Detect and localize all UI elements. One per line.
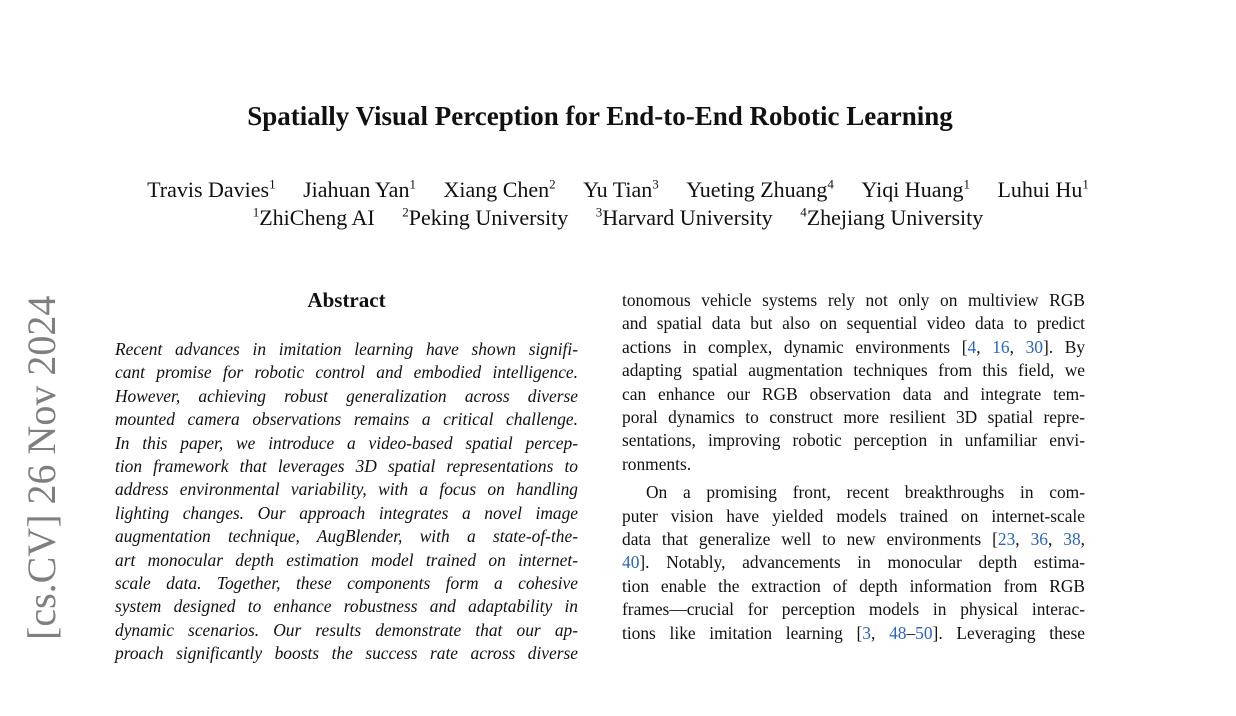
body-line: 40]. Notably, advancements in monocular depth estima- xyxy=(622,552,1085,573)
body-line: tions like imitation learning [3, 48–50]. Leveraging these xyxy=(622,622,1086,643)
author: Travis Davies$^1$ xyxy=(147,176,276,202)
affiliation: $^3$Harvard University xyxy=(595,204,773,230)
body-line: tonomous vehicle systems rely not only on multiview RGB xyxy=(622,290,1085,310)
author-list xyxy=(0,176,1236,204)
body-line: On a promising front, recent breakthroughs in com- xyxy=(646,482,1085,503)
body-column-right xyxy=(622,289,1085,648)
affiliation: $^1$ZhiCheng AI xyxy=(252,204,375,230)
author: Yu Tian$^3$ xyxy=(583,176,659,202)
affiliation: $^4$Zhejiang University xyxy=(800,204,984,230)
abstract-line: lighting changes. Our approach integrates a novel image xyxy=(115,502,578,523)
abstract-line: Recent advances in imitation learning have shown signifi- xyxy=(115,339,578,359)
arxiv-side-stamp xyxy=(14,296,70,648)
citation-link[interactable]: 50 xyxy=(915,622,933,643)
abstract-heading: Abstract xyxy=(307,288,386,312)
paper-title: Spatially Visual Perception for End-to-End Robotic Learning xyxy=(247,101,953,131)
affiliation-list xyxy=(0,204,1236,232)
abstract-line: art monocular depth estimation model trained on internet- xyxy=(115,549,578,570)
body-line: frames—crucial for perception models in physical interac- xyxy=(622,599,1085,620)
body-line: can enhance our RGB observation data and integrate tem- xyxy=(622,383,1085,404)
abstract-line: system designed to enhance robustness and adaptability in xyxy=(115,596,578,617)
citation-link[interactable]: 48 xyxy=(889,622,907,643)
abstract-line: In this paper, we introduce a video-based spatial percep- xyxy=(115,432,578,453)
body-line: puter vision have yielded models trained on internet-scale xyxy=(622,505,1085,526)
author: Xiang Chen$^2$ xyxy=(443,176,556,202)
author: Luhui Hu$^1$ xyxy=(997,176,1089,202)
body-line: sentations, improving robotic perception in unfamiliar envi- xyxy=(622,430,1085,451)
abstract-line: tion framework that leverages 3D spatial representations to xyxy=(115,456,578,477)
abstract-line: However, achieving robust generalization across diverse xyxy=(115,385,578,406)
author: Yiqi Huang$^1$ xyxy=(861,176,970,202)
abstract-line: address environmental variability, with a focus on handling xyxy=(115,479,578,500)
body-line: and spatial data but also on sequential video data to predict xyxy=(622,313,1085,334)
citation-link[interactable]: 4 xyxy=(967,336,977,357)
abstract-line: mounted camera observations remains a critical challenge. xyxy=(115,409,578,430)
body-line: actions in complex, dynamic environments [4, 16, 30]. By xyxy=(622,336,1086,357)
citation-link[interactable]: 40 xyxy=(622,552,640,573)
affiliation: $^2$Peking University xyxy=(402,204,569,230)
body-line: tion enable the extraction of depth information from RGB xyxy=(622,575,1085,596)
abstract-line: cant promise for robotic control and embodied intelligence. xyxy=(115,362,578,383)
body-line: adapting spatial augmentation techniques from this field, we xyxy=(622,360,1085,381)
body-line: data that generalize well to new environments [23, 36, 38, xyxy=(622,529,1085,550)
arxiv-stamp-text: [cs.CV] 26 Nov 2024 xyxy=(19,296,64,641)
abstract-line: dynamic scenarios. Our results demonstrate that our ap- xyxy=(115,619,578,640)
abstract-line: scale data. Together, these components form a cohesive xyxy=(115,573,578,594)
citation-link[interactable]: 30 xyxy=(1025,336,1043,357)
abstract-body xyxy=(115,338,578,664)
body-line: ronments. xyxy=(622,453,692,474)
citation-link[interactable]: 38 xyxy=(1063,529,1081,550)
citation-link[interactable]: 3 xyxy=(862,622,871,643)
citation-link[interactable]: 16 xyxy=(992,336,1010,357)
abstract-line: proach significantly boosts the success rate across diverse xyxy=(115,643,578,664)
author: Jiahuan Yan$^1$ xyxy=(303,176,416,202)
citation-link[interactable]: 23 xyxy=(997,529,1016,550)
abstract-line: augmentation technique, AugBlender, with a state-of-the- xyxy=(115,526,578,547)
body-line: poral dynamics to construct more resilient 3D spatial repre- xyxy=(622,407,1085,428)
author: Yueting Zhuang$^4$ xyxy=(686,176,834,202)
citation-link[interactable]: 36 xyxy=(1030,529,1048,550)
